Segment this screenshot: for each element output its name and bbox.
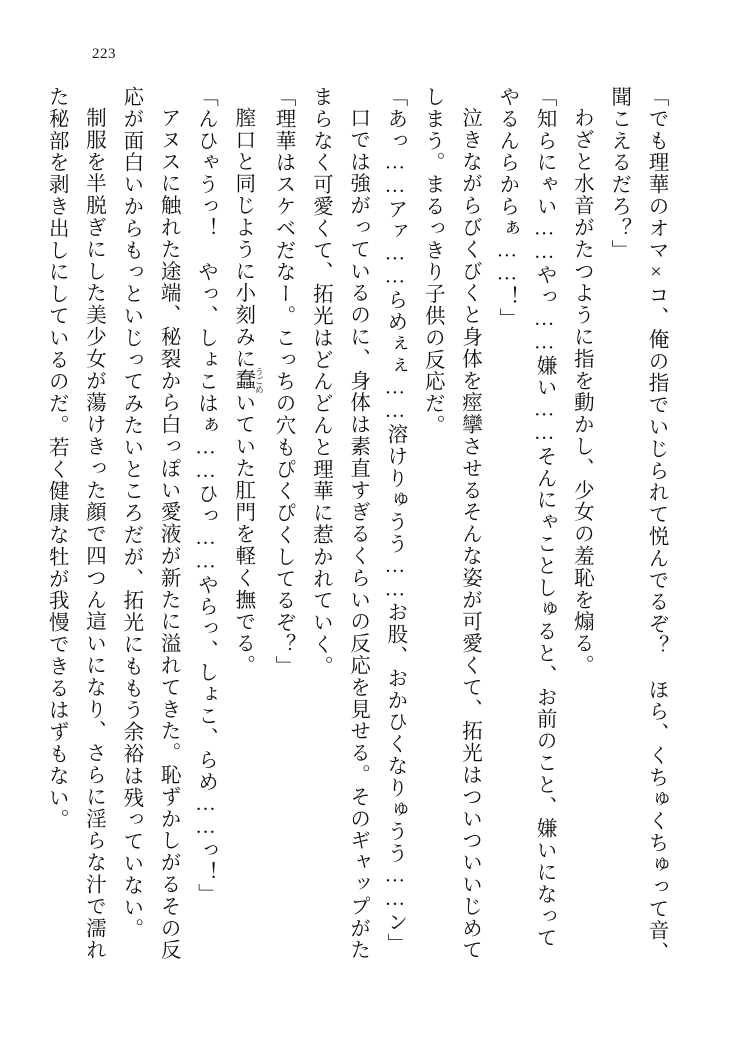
paragraph: アヌスに触れた途端、秘裂から白っぽい愛液が新たに溢れてきた。恥ずかしがるその反応が面白いからもっといじってみたいところだが、拓光にももう余裕は残っていない。 [119,86,180,961]
paragraph: 口では強がっているのに、身体は素直すぎるくらいの反応を見せる。そのギャップがたまらなく可愛くて、拓光はどんどんと理華に惹かれていく。 [309,86,369,961]
paragraph: 泣きながらびくびくと身体を痙攣させるそんな姿が可愛くて、拓光はついついいじめてしまう。まるっきり子供の反応だ。 [421,86,481,961]
paragraph: 「んひゃうっ！ やっ、しょこはぁ……ひっ……やらっ、しょこ、らめ……っ！」 [194,86,217,906]
page-body-text [45,86,674,966]
paragraph: 「でも理華のオマ×コ、俺の指でいじられて悦んでるぞ？ ほら、くちゅくちゅって音、聞こえるだろ？」 [607,86,667,964]
page-number: 223 [92,46,116,62]
paragraph: 「知らにゃい……やっ……嫌い……そんにゃことしゅると、お前のこと、嫌いになってやるんらからぁ……！」 [495,86,556,950]
paragraph: 「理華はスケベだなー。こっちの穴もぴくぴくしてるぞ？」 [272,86,295,678]
paragraph: 膣口と同じように小刻みに蠢 うごめいていた肛門を軽く撫でる。 [231,106,264,676]
paragraph: 制服を半脱ぎにした美少女が蕩けきった顔で四つん這いになり、さらに淫らな汁で濡れた秘部を剥き出しにしているのだ。若く健康な牡が我慢できるはずもない。 [45,86,105,961]
ruby-annotation: 蠢 うごめ [231,366,264,394]
paragraph: わざと水音がたつように指を動かし、少女の羞恥を煽る。 [570,106,593,676]
paragraph: 「あっ……アァ……らめぇぇ……溶けりゅうう……お股、おかひくなりゅうう……ン」 [383,86,406,956]
